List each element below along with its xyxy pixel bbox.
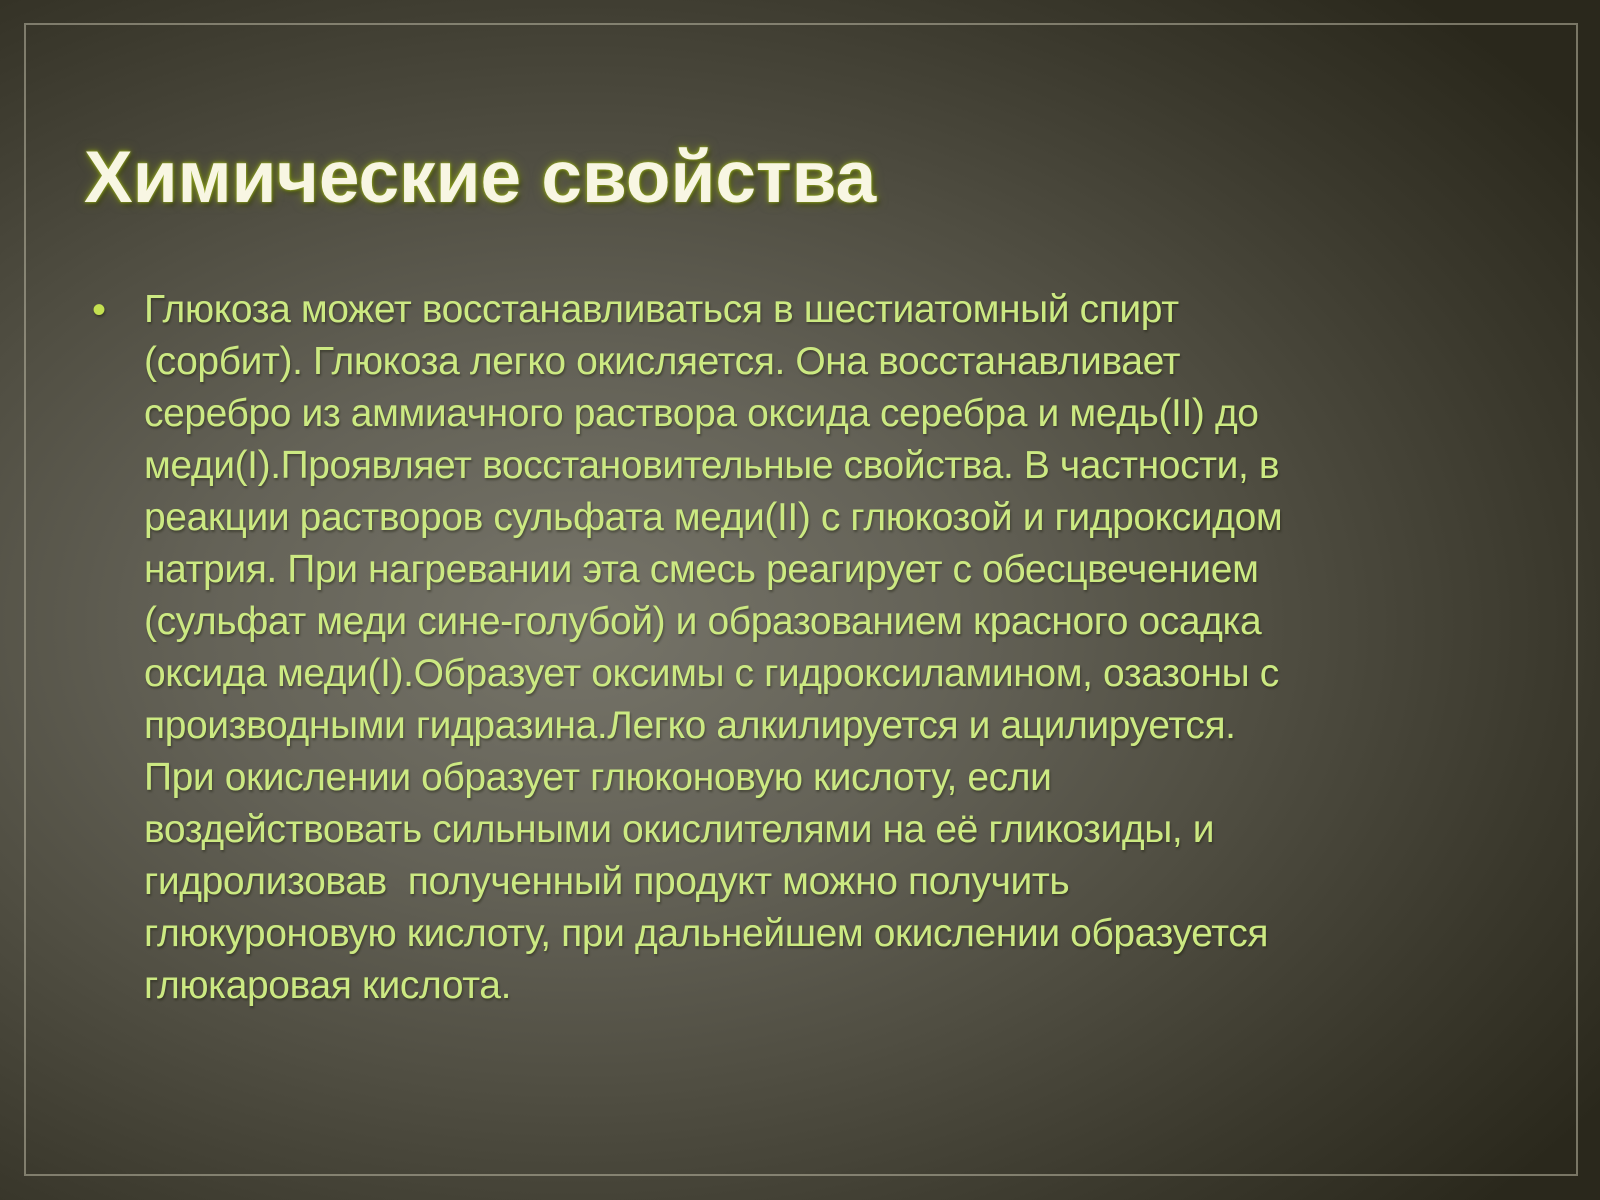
paragraph-line: производными гидразина.Легко алкилируется и ацилируется. xyxy=(144,704,1236,747)
paragraph-line: оксида меди(I).Образует оксимы с гидроксиламином, озазоны с xyxy=(144,652,1279,695)
paragraph-line: гидролизовав полученный продукт можно получить xyxy=(144,860,1070,903)
bullet-paragraph xyxy=(144,284,1512,1012)
paragraph-line: воздействовать сильными окислителями на её гликозиды, и xyxy=(144,808,1215,851)
slide-body xyxy=(92,284,1512,1012)
paragraph-line: глюкаровая кислота. xyxy=(144,964,512,1007)
paragraph-line: При окислении образует глюконовую кислоту, если xyxy=(144,756,1052,799)
paragraph-line: глюкуроновую кислоту, при дальнейшем окислении образуется xyxy=(144,912,1269,955)
paragraph-line: серебро из аммиачного раствора оксида серебра и медь(II) до xyxy=(144,392,1259,435)
paragraph-line: реакции растворов сульфата меди(II) с глюкозой и гидроксидом xyxy=(144,496,1283,539)
paragraph-line: (сульфат меди сине-голубой) и образованием красного осадка xyxy=(144,600,1262,643)
bullet-marker: • xyxy=(92,288,107,332)
paragraph-line: меди(I).Проявляет восстановительные свойства. В частности, в xyxy=(144,444,1280,487)
paragraph-line: натрия. При нагревании эта смесь реагирует с обесцвечением xyxy=(144,548,1259,591)
paragraph-line: Глюкоза может восстанавливаться в шестиатомный спирт xyxy=(144,288,1179,331)
slide-title: Химические свойства xyxy=(84,137,877,218)
paragraph-line: (сорбит). Глюкоза легко окисляется. Она восстанавливает xyxy=(144,340,1181,383)
